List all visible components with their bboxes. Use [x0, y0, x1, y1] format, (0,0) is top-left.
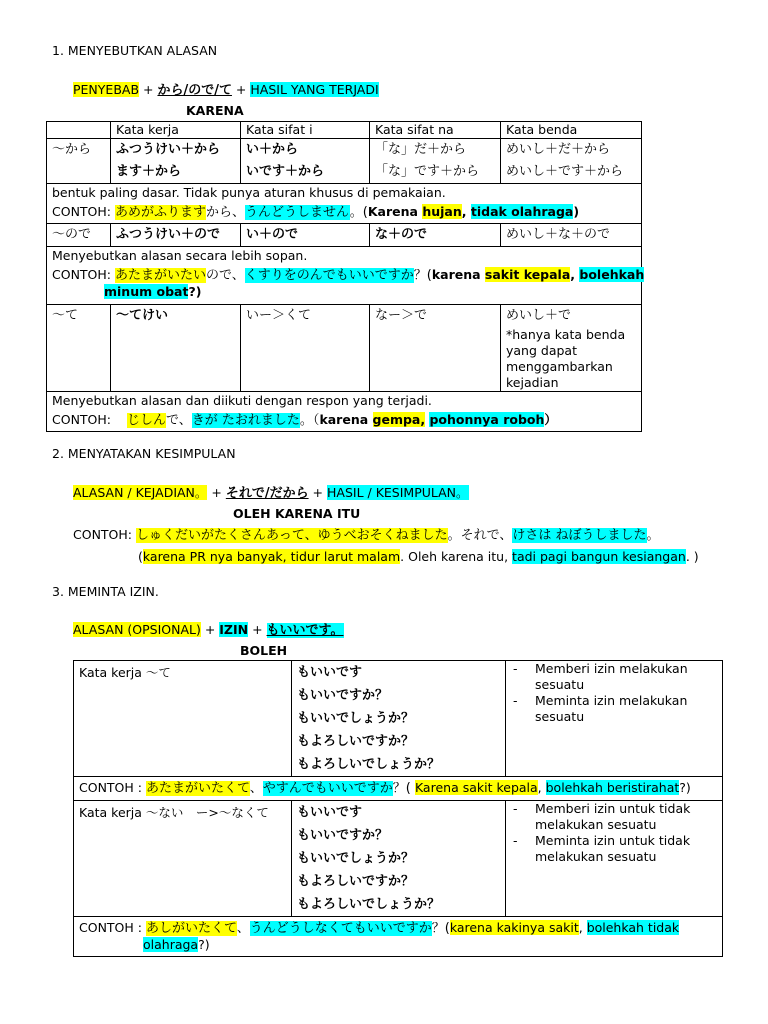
form-line: 「な」です＋から: [375, 164, 480, 179]
plus-sign: +: [139, 82, 158, 97]
translation-cause: gempa,: [372, 412, 426, 427]
table-row-kara: [47, 139, 642, 184]
example-result: うんどうしません: [245, 205, 350, 220]
translation-text: ?): [188, 284, 202, 299]
translation-cause: sakit kepala: [484, 267, 571, 282]
example-connector: 。それで、: [447, 528, 513, 543]
adj-na-cell: [370, 139, 501, 184]
form-line: もよろしいですか？: [297, 874, 415, 889]
example-particle: ので、: [206, 268, 245, 283]
translation-text: ,: [461, 204, 471, 219]
plus-sign: +: [231, 82, 251, 97]
usage-note: Menyebutkan alasan secara lebih sopan.: [52, 248, 308, 263]
translation-text: Karena: [367, 204, 423, 219]
adj-i-cell: い＋ので: [241, 224, 370, 247]
usage-list: [511, 661, 717, 725]
translation-request: olahraga: [143, 937, 199, 952]
form-line: もよろしいですか？: [297, 734, 415, 749]
table-header-row: [47, 122, 642, 139]
translation-result: tidak olahraga: [470, 204, 574, 219]
example-cause: じしん: [127, 413, 167, 428]
permission-row-te: [74, 661, 723, 777]
translation-request: bolehkah tidak: [586, 920, 680, 935]
permission-example-row-1: [74, 777, 723, 801]
form-line: もいいでしょうか？: [297, 851, 415, 866]
adj-na-cell: な＋ので: [370, 224, 501, 247]
plus-sign: +: [200, 622, 220, 637]
usage-item: - Meminta izin untuk tidak melakukan sesuatu: [511, 833, 717, 865]
section2-translation: [138, 549, 699, 565]
formula-particles: もいいです。: [266, 623, 344, 638]
example-cause: あたまがいたくて: [145, 781, 250, 796]
forms-cell: [292, 801, 506, 917]
example-line: [79, 780, 717, 797]
formula-result: HASIL / KESIMPULAN。: [327, 485, 469, 500]
header-cell: Kata kerja: [111, 122, 241, 139]
example-cell: [74, 917, 723, 957]
translation-text: ,: [570, 267, 580, 282]
plus-sign: +: [207, 485, 226, 500]
translation-text: ,: [537, 780, 546, 795]
adj-i-cell: いー＞くて: [241, 305, 370, 392]
section2-heading: 2. MENYATAKAN KESIMPULAN: [52, 446, 236, 461]
noun-cell: [501, 305, 642, 392]
usage-item: - Meminta izin melakukan sesuatu: [511, 693, 717, 725]
forms-cell: [292, 661, 506, 777]
noun-note: yang dapat: [506, 343, 577, 358]
translation-text: karena: [431, 267, 485, 282]
translation-text: (: [138, 549, 143, 564]
adj-na-cell: なー＞で: [370, 305, 501, 392]
noun-cell: めいし＋な＋ので: [501, 224, 642, 247]
form-line: めいし＋です＋から: [506, 164, 624, 179]
form-line: もいいです: [297, 665, 363, 680]
note-cell: [47, 392, 642, 432]
form-line: もいいです: [297, 805, 363, 820]
row-label: Kata kerja ～ない ー>～なくて: [74, 801, 292, 917]
verb-cell: ふつうけい＋ので: [111, 224, 241, 247]
noun-cell: [501, 139, 642, 184]
translation-text: karena: [319, 412, 373, 427]
example-line-cont: [79, 937, 717, 953]
table-note-row-node: [47, 247, 642, 305]
usage-item: - Memberi izin untuk tidak melakukan sesuatu: [511, 801, 717, 833]
example-request: やすんでもいいですか: [262, 781, 393, 796]
translation-cause: karena PR nya banyak, tidur larut malam: [142, 549, 401, 564]
example-prefix: CONTOH:: [52, 267, 115, 282]
form-line: ます＋から: [116, 164, 182, 179]
form-line: いです＋から: [246, 164, 325, 179]
example-punct: ？(: [413, 268, 432, 283]
example-cell: [74, 777, 723, 801]
header-cell: Kata sifat na: [370, 122, 501, 139]
permission-example-row-2: [74, 917, 723, 957]
example-line: [52, 204, 636, 221]
translation-text: . ): [685, 549, 699, 564]
plus-sign: +: [248, 622, 267, 637]
section3-heading: 3. MEMINTA IZIN.: [52, 584, 159, 599]
example-prefix: CONTOH:: [73, 527, 136, 542]
translation-result: pohonnya roboh: [429, 412, 545, 427]
translation-text: ）: [544, 412, 557, 427]
example-punct: 。（: [299, 413, 320, 428]
usage-list: [511, 801, 717, 865]
translation-cause: hujan: [422, 204, 462, 219]
usage-cell: [506, 801, 723, 917]
example-cause: あめがふります: [114, 205, 206, 220]
example-prefix: CONTOH:: [52, 204, 115, 219]
translation-result: bolehkah: [579, 267, 645, 282]
example-cause: あしがいたくて: [145, 921, 237, 936]
example-particle: 、: [249, 781, 263, 796]
formula-result: HASIL YANG TERJADI: [250, 82, 379, 97]
form-line: めいし＋だ＋から: [506, 142, 611, 157]
translation-cause: Karena sakit kepala: [414, 780, 538, 795]
usage-item: - Memberi izin melakukan sesuatu: [511, 661, 717, 693]
noun-note: kejadian: [506, 375, 559, 390]
verb-cell: ～てけい: [111, 305, 241, 392]
usage-note: bentuk paling dasar. Tidak punya aturan khusus di pemakaian.: [52, 185, 446, 200]
example-particle: で、: [166, 413, 192, 428]
section1-formula: [73, 82, 379, 99]
example-result: くすりをのんでもいいですか: [244, 268, 414, 283]
translation-result: minum obat: [104, 284, 189, 299]
table-note-row-kara: [47, 184, 642, 224]
example-punct: 。: [646, 528, 660, 543]
example-line: [52, 267, 645, 284]
translation-text: . Oleh karena itu,: [400, 549, 513, 564]
note-cell: [47, 184, 642, 224]
example-result: けさは ねぼうしました: [512, 528, 647, 543]
form-line: もいいですか？: [297, 828, 389, 843]
translation-result: tadi pagi bangun kesiangan: [512, 549, 686, 564]
example-line: [52, 412, 636, 429]
header-cell: Kata benda: [501, 122, 642, 139]
example-punct: ？(: [392, 781, 415, 796]
form-line: 「な」だ＋から: [375, 142, 467, 157]
row-label: ～て: [47, 305, 111, 392]
row-label: Kata kerja ～て: [74, 661, 292, 777]
formula-particles: から/ので/て: [157, 83, 232, 98]
example-cause: しゅくだいがたくさんあって、ゆうべおそくねました: [135, 528, 448, 543]
header-cell: [47, 122, 111, 139]
noun-note: *hanya kata benda: [506, 327, 626, 342]
usage-note: Menyebutkan alasan dan diikuti dengan respon yang terjadi.: [52, 393, 432, 408]
example-punct: ？(: [431, 921, 450, 936]
grammar-table-reasons: [46, 121, 645, 432]
row-label: ～から: [47, 139, 111, 184]
translation-text: ,: [578, 920, 587, 935]
formula-meaning: KARENA: [186, 103, 244, 118]
formula-meaning: OLEH KARENA ITU: [233, 506, 361, 521]
form-line: めいし＋で: [506, 308, 572, 323]
usage-cell: [506, 661, 723, 777]
formula-cause: ALASAN (OPSIONAL): [73, 622, 201, 637]
form-line: い＋から: [246, 142, 299, 157]
table-note-row-te: [47, 392, 642, 432]
formula-meaning: BOLEH: [240, 643, 288, 658]
translation-cause: karena kakinya sakit: [449, 920, 579, 935]
example-prefix: CONTOH :: [79, 920, 146, 935]
example-particle: から、: [206, 205, 246, 220]
form-line: もいいですか？: [297, 688, 389, 703]
example-line: [79, 920, 717, 937]
section2-formula: [73, 485, 469, 502]
example-line-cont: [52, 284, 636, 300]
example-prefix: CONTOH :: [79, 780, 146, 795]
translation-text: ?): [198, 937, 210, 952]
example-particle: 、: [236, 921, 250, 936]
row-label: ～ので: [47, 224, 111, 247]
example-punct: 。(: [349, 205, 368, 220]
translation-request: bolehkah beristirahat: [545, 780, 680, 795]
formula-izin: IZIN: [219, 622, 249, 637]
formula-cause: ALASAN / KEJADIAN。: [73, 485, 208, 500]
formula-particles: それで/だから: [225, 486, 309, 501]
permission-row-nakute: [74, 801, 723, 917]
verb-cell: [111, 139, 241, 184]
table-row-node: [47, 224, 642, 247]
example-result: きが たおれました: [191, 413, 300, 428]
form-line: ふつうけい＋から: [116, 142, 221, 157]
form-line: もいいでしょうか？: [297, 711, 415, 726]
example-request: うんどうしなくてもいいですか: [249, 921, 432, 936]
form-line: もよろしいでしょうか？: [297, 897, 441, 912]
header-cell: Kata sifat i: [241, 122, 370, 139]
table-row-te: [47, 305, 642, 392]
noun-note: menggambarkan: [506, 359, 613, 374]
section1-heading: 1. MENYEBUTKAN ALASAN: [52, 43, 218, 58]
example-cause: あたまがいたい: [114, 268, 206, 283]
plus-sign: +: [308, 485, 327, 500]
section2-example: [73, 527, 660, 544]
section3-formula: [73, 622, 344, 639]
formula-cause: PENYEBAB: [73, 82, 140, 97]
translation-text: ?): [679, 780, 691, 795]
note-cell: [47, 247, 645, 305]
translation-text: ): [573, 204, 580, 219]
adj-i-cell: [241, 139, 370, 184]
grammar-table-permission: [73, 660, 723, 957]
form-line: もよろしいでしょうか？: [297, 757, 441, 772]
example-prefix: CONTOH:: [52, 412, 112, 427]
